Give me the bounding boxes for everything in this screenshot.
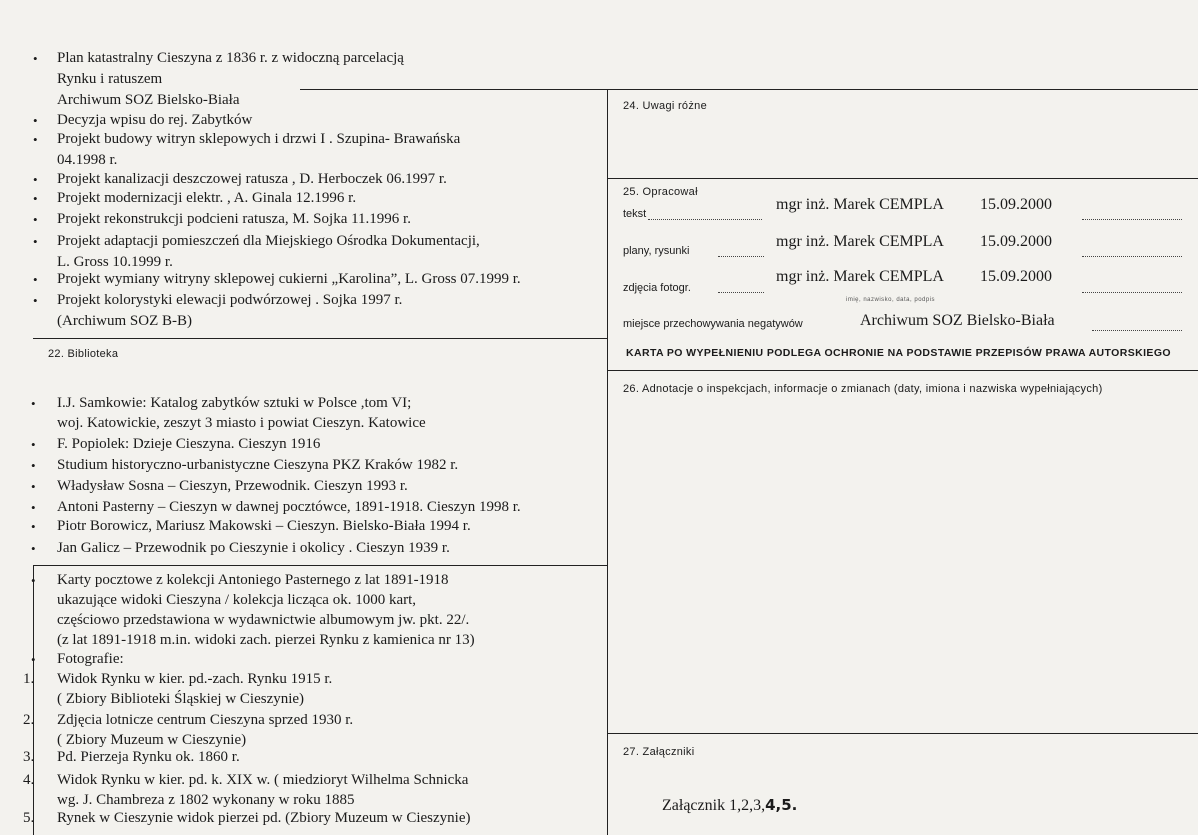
attachments-handwritten: 4,5.: [765, 796, 798, 814]
author-text: mgr inż. Marek CEMPLA: [776, 196, 944, 213]
dots-photos: [718, 292, 764, 293]
storage-dots: [1092, 330, 1182, 331]
list-item-line: ( Zbiory Biblioteki Śląskiej w Cieszynie): [57, 691, 305, 707]
signature-dots-plans: [1082, 256, 1182, 257]
list-number: 3.: [23, 749, 35, 765]
bullet-icon: •: [33, 293, 38, 308]
bullet-icon: •: [33, 113, 38, 128]
section-25-title: 25. Opracował: [623, 186, 698, 198]
dots-plans: [718, 256, 764, 257]
section-24-title: 24. Uwagi różne: [623, 100, 707, 112]
row-label-plans: plany, rysunki: [623, 245, 690, 257]
list-item-line: ukazujące widoki Cieszyna / kolekcja licząca ok. 1000 kart,: [57, 592, 417, 608]
bullet-icon: •: [33, 51, 38, 66]
list-item-line: (z lat 1891-1918 m.in. widoki zach. pierzei Rynku z kamienica nr 13): [57, 632, 475, 648]
author-photos: mgr inż. Marek CEMPLA: [776, 268, 944, 285]
list-item-line: F. Popiolek: Dzieje Cieszyna. Cieszyn 1916: [57, 436, 321, 452]
list-item-line: Projekt rekonstrukcji podcieni ratusza, M. Sojka 11.1996 r.: [57, 211, 411, 227]
list-item-line: Władysław Sosna – Cieszyn, Przewodnik. Cieszyn 1993 r.: [57, 478, 408, 494]
list-item-line: Fotografie:: [57, 651, 124, 667]
list-item-line: 04.1998 r.: [57, 152, 118, 168]
list-item-line: Decyzja wpisu do rej. Zabytków: [57, 112, 253, 128]
signature-dots-photos: [1082, 292, 1182, 293]
list-item-line: Piotr Borowicz, Mariusz Makowski – Cieszyn. Bielsko-Biała 1994 r.: [57, 518, 471, 534]
divider-26-27: [607, 733, 1198, 734]
list-item-line: I.J. Samkowie: Katalog zabytków sztuki w Polsce ,tom VI;: [57, 395, 412, 411]
bullet-icon: •: [33, 172, 38, 187]
list-item-line: woj. Katowickie, zeszyt 3 miasto i powiat Cieszyn. Katowice: [57, 415, 426, 431]
author-plans: mgr inż. Marek CEMPLA: [776, 233, 944, 250]
list-item-line: Projekt adaptacji pomieszczeń dla Miejskiego Ośrodka Dokumentacji,: [57, 233, 480, 249]
list-item-line: Rynku i ratuszem: [57, 71, 163, 87]
list-item-line: Projekt kolorystyki elewacji podwórzowej . Sojka 1997 r.: [57, 292, 403, 308]
bullet-icon: •: [31, 573, 36, 588]
dots-text: [648, 219, 762, 220]
copyright-notice: KARTA PO WYPEŁNIENIU PODLEGA OCHRONIE NA PODSTAWIE PRZEPISÓW PRAWA AUTORSKIEGO: [626, 347, 1171, 359]
divider-left-22-23: [33, 565, 607, 566]
list-item-line: Plan katastralny Cieszyna z 1836 r. z widoczną parcelacją: [57, 50, 404, 66]
list-item-line: Projekt wymiany witryny sklepowej cukierni „Karolina”, L. Gross 07.1999 r.: [57, 271, 521, 287]
bullet-icon: •: [31, 519, 36, 534]
list-item-line: Antoni Pasterny – Cieszyn w dawnej pocztówce, 1891-1918. Cieszyn 1998 r.: [57, 499, 521, 515]
storage-value: Archiwum SOZ Bielsko-Biała: [860, 312, 1055, 329]
list-number: 5.: [23, 810, 35, 826]
attachments-typed: Załącznik 1,2,3,: [662, 797, 766, 814]
divider-25-26: [607, 370, 1198, 371]
list-item-line: Zdjęcia lotnicze centrum Cieszyna sprzed 1930 r.: [57, 712, 354, 728]
divider-left-21-22: [33, 338, 607, 339]
list-item-line: Projekt budowy witryn sklepowych i drzwi I . Szupina- Brawańska: [57, 131, 461, 147]
list-item-line: Archiwum SOZ Bielsko-Biała: [57, 92, 240, 108]
bullet-icon: •: [33, 272, 38, 287]
list-item-line: Pd. Pierzeja Rynku ok. 1860 r.: [57, 749, 240, 765]
row-label-photos: zdjęcia fotogr.: [623, 282, 691, 294]
list-item-line: (Archiwum SOZ B-B): [57, 313, 192, 329]
divider-top-right: [300, 89, 1198, 90]
bullet-icon: •: [33, 234, 38, 249]
section-22-title: 22. Biblioteka: [48, 348, 119, 360]
divider-24-25: [607, 178, 1198, 179]
list-item-line: Studium historyczno-urbanistyczne Cieszyna PKZ Kraków 1982 r.: [57, 457, 459, 473]
bullet-icon: •: [33, 212, 38, 227]
signature-sublabel: imię, nazwisko, data, podpis: [846, 297, 936, 303]
signature-dots-text: [1082, 219, 1182, 220]
section-26-title: 26. Adnotacje o inspekcjach, informacje o zmianach (daty, imiona i nazwiska wypełniających): [623, 383, 1103, 395]
list-item-line: Widok Rynku w kier. pd. k. XIX w. ( miedzioryt Wilhelma Schnicka: [57, 772, 469, 788]
date-plans: 15.09.2000: [980, 233, 1052, 250]
list-number: 2.: [23, 712, 35, 728]
bullet-icon: •: [33, 132, 38, 147]
bullet-icon: •: [31, 652, 36, 667]
bullet-icon: •: [31, 500, 36, 515]
date-text: 15.09.2000: [980, 196, 1052, 213]
bullet-icon: •: [31, 437, 36, 452]
list-item-line: Widok Rynku w kier. pd.-zach. Rynku 1915 r.: [57, 671, 333, 687]
bullet-icon: •: [31, 541, 36, 556]
list-number: 1.: [23, 671, 35, 687]
list-item-line: Projekt modernizacji elektr. , A. Ginala 12.1996 r.: [57, 190, 357, 206]
list-number: 4.: [23, 772, 35, 788]
list-item-line: L. Gross 10.1999 r.: [57, 254, 173, 270]
storage-label: miejsce przechowywania negatywów: [623, 318, 803, 330]
attachments-value: [662, 796, 797, 815]
list-item-line: Jan Galicz – Przewodnik po Cieszynie i okolicy . Cieszyn 1939 r.: [57, 540, 450, 556]
bullet-icon: •: [33, 191, 38, 206]
date-photos: 15.09.2000: [980, 268, 1052, 285]
section-27-title: 27. Załączniki: [623, 746, 695, 758]
column-divider: [607, 89, 608, 835]
list-item-line: Rynek w Cieszynie widok pierzei pd. (Zbiory Muzeum w Cieszynie): [57, 810, 471, 826]
list-item-line: Projekt kanalizacji deszczowej ratusza , D. Herboczek 06.1997 r.: [57, 171, 447, 187]
list-item-line: ( Zbiory Muzeum w Cieszynie): [57, 732, 247, 748]
bullet-icon: •: [31, 479, 36, 494]
left-edge: [33, 565, 34, 835]
list-item-line: wg. J. Chambreza z 1802 wykonany w roku 1885: [57, 792, 355, 808]
list-item-line: częściowo przedstawiona w wydawnictwie albumowym jw. pkt. 22/.: [57, 612, 470, 628]
bullet-icon: •: [31, 458, 36, 473]
row-label-text: tekst: [623, 208, 647, 220]
list-item-line: Karty pocztowe z kolekcji Antoniego Pasternego z lat 1891-1918: [57, 572, 449, 588]
bullet-icon: •: [31, 396, 36, 411]
